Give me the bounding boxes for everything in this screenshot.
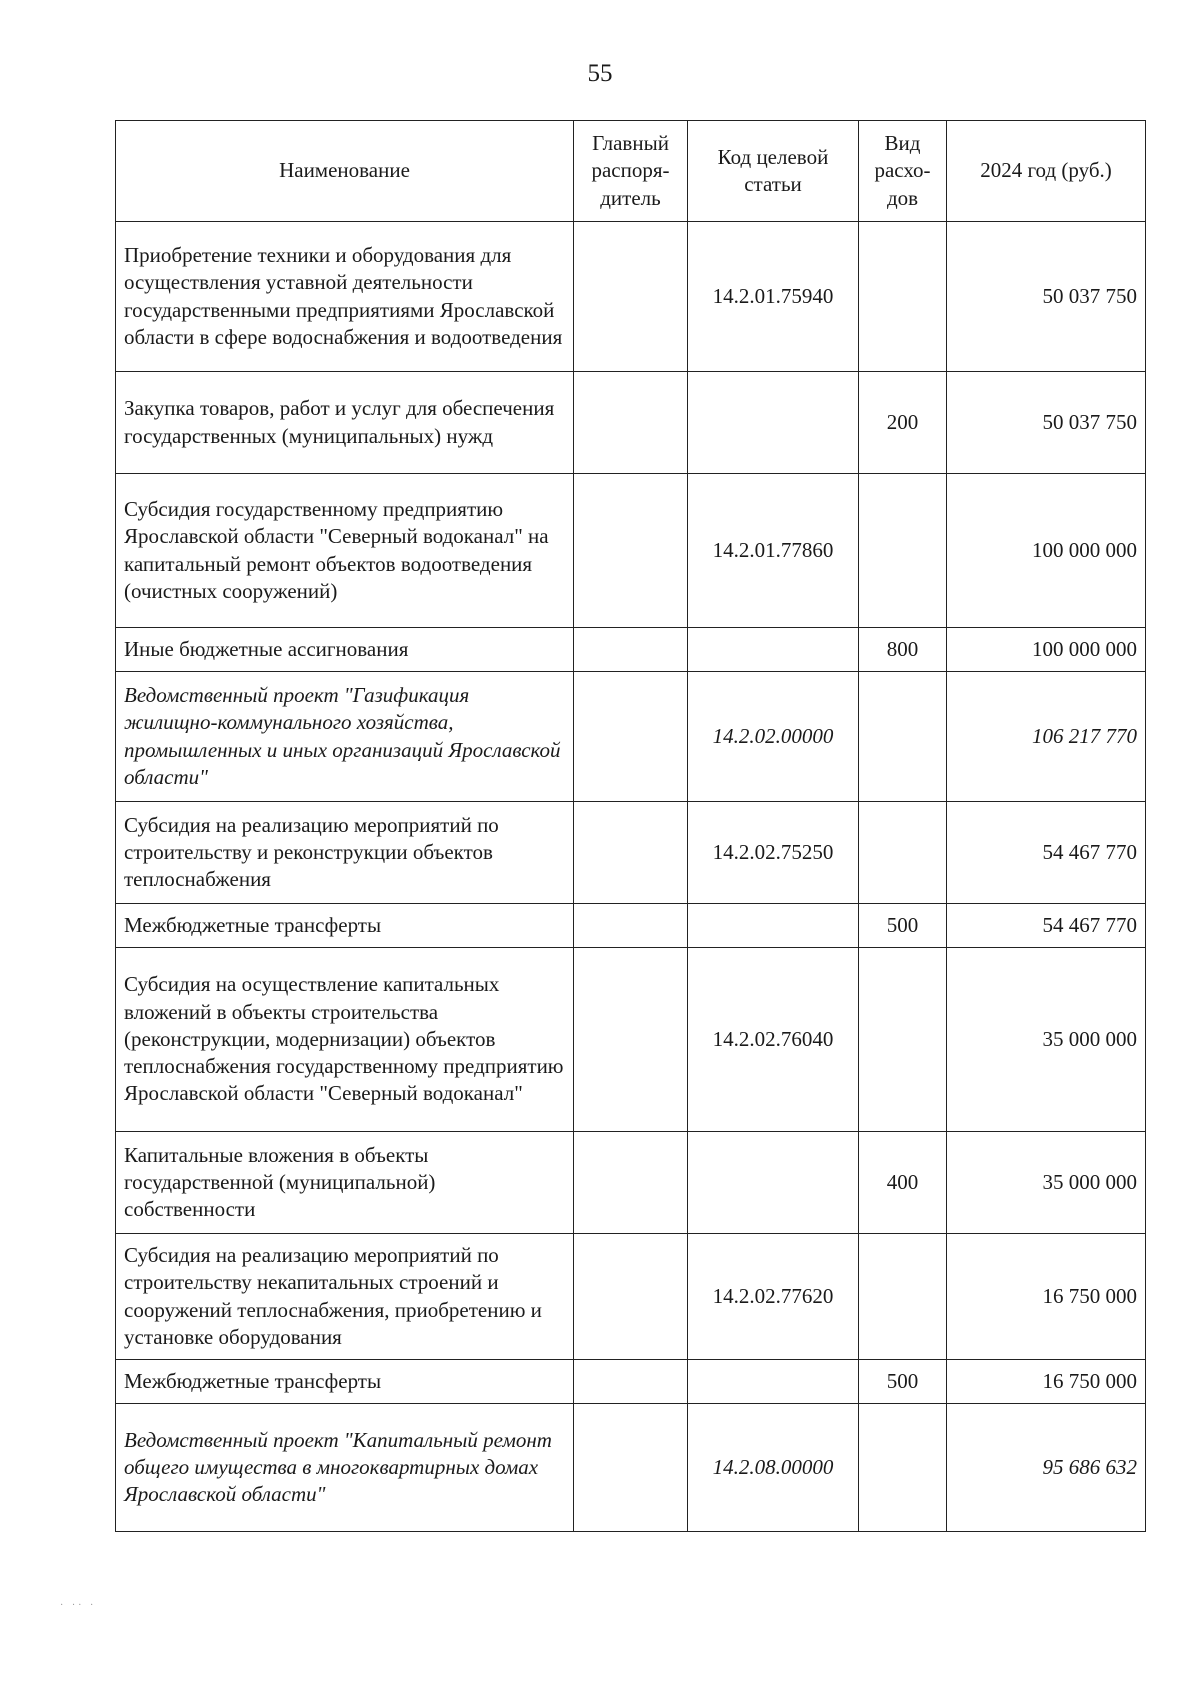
- cell-name: Субсидия на реализацию мероприятий по строительству и реконструкции объектов теплоснабжения: [116, 802, 574, 904]
- cell-manager: [574, 1132, 688, 1234]
- cell-manager: [574, 372, 688, 474]
- table-row: [116, 948, 1146, 1132]
- table-row: [116, 802, 1146, 904]
- cell-type: [859, 1234, 947, 1360]
- table-row: [116, 372, 1146, 474]
- cell-amount: 100 000 000: [947, 474, 1146, 628]
- cell-type: [859, 474, 947, 628]
- table-row: [116, 672, 1146, 802]
- page-number: 55: [587, 60, 613, 87]
- table-body: [116, 222, 1146, 1532]
- scan-artifact: · ·· ·: [60, 1600, 97, 1611]
- cell-code: 14.2.02.76040: [688, 948, 859, 1132]
- cell-type: 800: [859, 628, 947, 672]
- budget-table: [115, 120, 1146, 1532]
- table-row: [116, 1234, 1146, 1360]
- cell-code: 14.2.02.77620: [688, 1234, 859, 1360]
- cell-name: Субсидия государственному предприятию Ярославской области "Северный водоканал" на капитальный ремонт объектов водоотведения (очистных сооружений): [116, 474, 574, 628]
- table-row: [116, 1404, 1146, 1532]
- cell-amount: 54 467 770: [947, 802, 1146, 904]
- cell-code: 14.2.02.75250: [688, 802, 859, 904]
- cell-manager: [574, 1360, 688, 1404]
- cell-amount: 16 750 000: [947, 1360, 1146, 1404]
- cell-manager: [574, 1234, 688, 1360]
- cell-amount: 50 037 750: [947, 372, 1146, 474]
- cell-amount: 95 686 632: [947, 1404, 1146, 1532]
- header-name: Наименование: [116, 121, 574, 222]
- cell-manager: [574, 948, 688, 1132]
- cell-name: Закупка товаров, работ и услуг для обеспечения государственных (муниципальных) нужд: [116, 372, 574, 474]
- cell-manager: [574, 628, 688, 672]
- cell-amount: 50 037 750: [947, 222, 1146, 372]
- cell-name: Субсидия на реализацию мероприятий по строительству некапитальных строений и сооружений теплоснабжения, приобретению и установке оборудования: [116, 1234, 574, 1360]
- cell-manager: [574, 1404, 688, 1532]
- cell-code: 14.2.01.77860: [688, 474, 859, 628]
- cell-type: [859, 802, 947, 904]
- cell-amount: 16 750 000: [947, 1234, 1146, 1360]
- table-row: [116, 474, 1146, 628]
- header-amount: 2024 год (руб.): [947, 121, 1146, 222]
- header-manager: Главный распоря-дитель: [574, 121, 688, 222]
- cell-type: [859, 1404, 947, 1532]
- cell-type: 200: [859, 372, 947, 474]
- cell-manager: [574, 802, 688, 904]
- cell-name: Приобретение техники и оборудования для осуществления уставной деятельности государственными предприятиями Ярославской области в сфере водоснабжения и водоотведения: [116, 222, 574, 372]
- cell-code: 14.2.08.00000: [688, 1404, 859, 1532]
- table-row: [116, 904, 1146, 948]
- cell-type: 500: [859, 1360, 947, 1404]
- header-code: Код целевой статьи: [688, 121, 859, 222]
- cell-name: Субсидия на осуществление капитальных вложений в объекты строительства (реконструкции, модернизации) объектов теплоснабжения государственному предприятию Ярославской области "Северный водоканал": [116, 948, 574, 1132]
- cell-name: Иные бюджетные ассигнования: [116, 628, 574, 672]
- cell-type: 500: [859, 904, 947, 948]
- cell-type: [859, 222, 947, 372]
- cell-manager: [574, 222, 688, 372]
- table-header-row: [116, 121, 1146, 222]
- cell-amount: 35 000 000: [947, 948, 1146, 1132]
- cell-code: 14.2.02.00000: [688, 672, 859, 802]
- cell-code: [688, 628, 859, 672]
- cell-amount: 106 217 770: [947, 672, 1146, 802]
- table-row: [116, 1132, 1146, 1234]
- cell-code: [688, 372, 859, 474]
- cell-name: Ведомственный проект "Газификация жилищно-коммунального хозяйства, промышленных и иных организаций Ярославской области": [116, 672, 574, 802]
- cell-code: [688, 1132, 859, 1234]
- cell-amount: 35 000 000: [947, 1132, 1146, 1234]
- cell-code: 14.2.01.75940: [688, 222, 859, 372]
- cell-code: [688, 1360, 859, 1404]
- cell-name: Капитальные вложения в объекты государственной (муниципальной) собственности: [116, 1132, 574, 1234]
- table-row: [116, 628, 1146, 672]
- cell-amount: 54 467 770: [947, 904, 1146, 948]
- header-type: Вид расхо-дов: [859, 121, 947, 222]
- cell-name: Ведомственный проект "Капитальный ремонт общего имущества в многоквартирных домах Ярославской области": [116, 1404, 574, 1532]
- cell-type: [859, 948, 947, 1132]
- cell-name: Межбюджетные трансферты: [116, 904, 574, 948]
- cell-code: [688, 904, 859, 948]
- cell-amount: 100 000 000: [947, 628, 1146, 672]
- table-row: [116, 1360, 1146, 1404]
- cell-manager: [574, 904, 688, 948]
- table-row: [116, 222, 1146, 372]
- cell-manager: [574, 474, 688, 628]
- cell-type: 400: [859, 1132, 947, 1234]
- cell-name: Межбюджетные трансферты: [116, 1360, 574, 1404]
- cell-type: [859, 672, 947, 802]
- cell-manager: [574, 672, 688, 802]
